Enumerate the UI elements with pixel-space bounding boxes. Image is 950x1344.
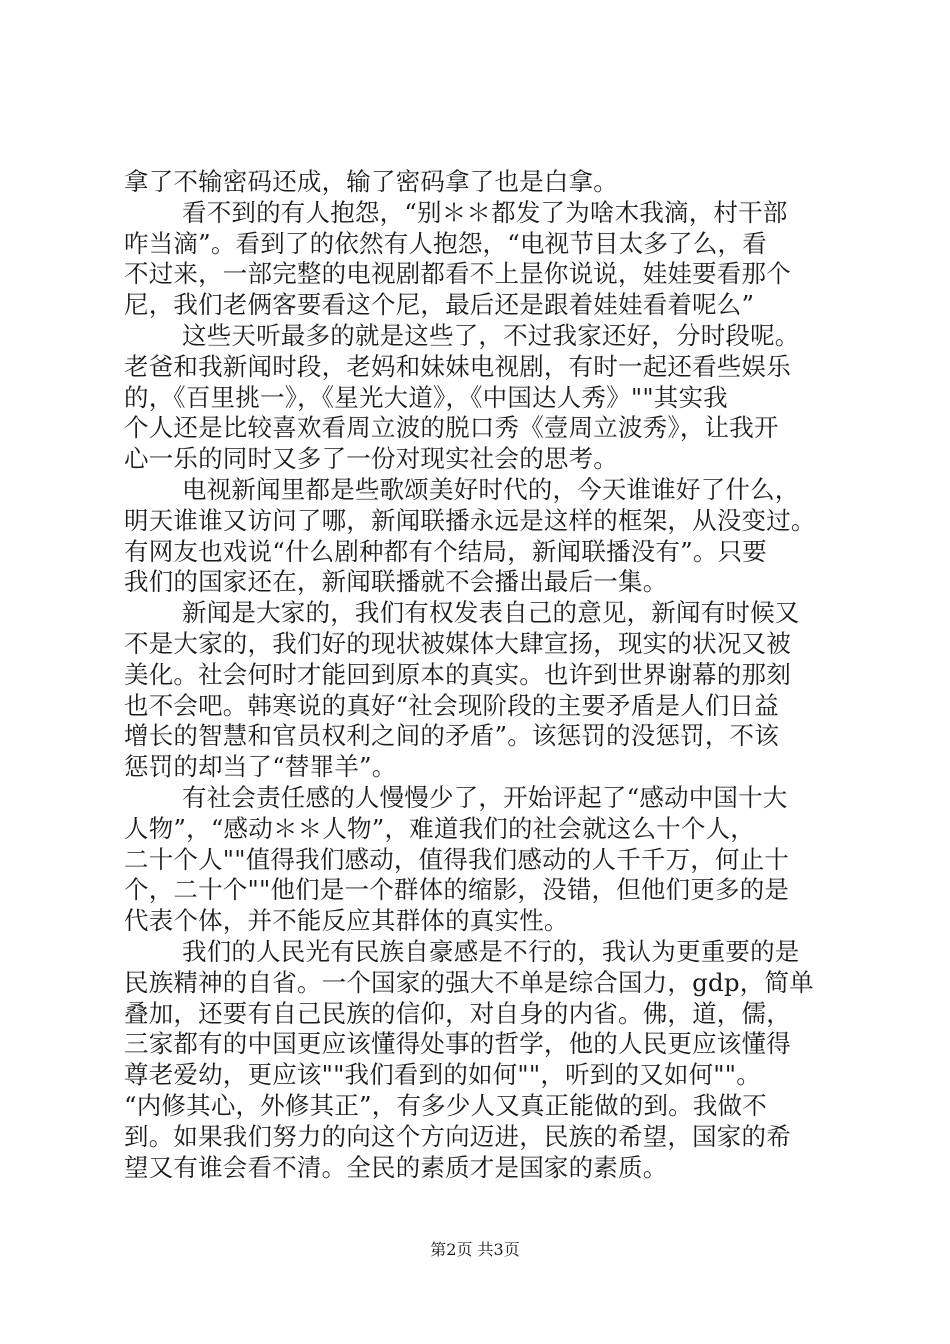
text-line: 惩罚的却当了“替罪羊”。 [124, 752, 397, 782]
text-line: 到。如果我们努力的向这个方向迈进，民族的希望，国家的希 [124, 1121, 791, 1151]
text-line: 尼，我们老俩客要看这个尼，最后还是跟着娃娃看着呢么” [124, 290, 755, 320]
text-line: 明天谁谁又访问了哪，新闻联播永远是这样的框架，从没变过。 [124, 505, 816, 535]
text-line: 三家都有的中国更应该懂得处事的哲学，他的人民更应该懂得 [124, 1029, 791, 1059]
text-line: 也不会吧。韩寒说的真好“社会现阶段的主要矛盾是人们日益 [124, 690, 779, 720]
text-line: 代表个体，并不能反应其群体的真实性。 [124, 906, 569, 936]
text-line: 尊老爱幼，更应该""我们看到的如何""，听到的又如何""。 [124, 1060, 761, 1090]
text-line: 民族精神的自省。一个国家的强大不单是综合国力，gdp，简单 [124, 967, 814, 997]
text-line: 我们的国家还在，新闻联播就不会播出最后一集。 [124, 567, 668, 597]
text-line: 的，《百里挑一》，《星光大道》，《中国达人秀》""其实我 [124, 382, 728, 412]
text-line: 个人还是比较喜欢看周立波的脱口秀《壹周立波秀》，让我开 [124, 413, 779, 443]
text-line: 咋当滴”。看到了的依然有人抱怨，“电视节目太多了么，看 [124, 228, 767, 258]
text-line: 有社会责任感的人慢慢少了，开始评起了“感动中国十大 [182, 782, 788, 812]
text-line: 老爸和我新闻时段，老妈和妹妹电视剧，有时一起还看些娱乐 [124, 351, 791, 381]
page-number-footer: 第2页 共3页 [430, 1240, 520, 1259]
text-line: 心一乐的同时又多了一份对现实社会的思考。 [124, 444, 618, 474]
text-line: 增长的智慧和官员权利之间的矛盾”。该惩罚的没惩罚，不该 [124, 721, 779, 751]
text-line: 电视新闻里都是些歌颂美好时代的，今天谁谁好了什么， [182, 474, 800, 504]
text-line: 美化。社会何时才能回到原本的真实。也许到世界谢幕的那刻 [124, 659, 791, 689]
text-line: 叠加，还要有自己民族的信仰，对自身的内省。佛，道，儒， [124, 998, 791, 1028]
text-line: 二十个人""值得我们感动，值得我们感动的人千千万，何止十 [124, 844, 790, 874]
text-line: 个，二十个""他们是一个群体的缩影，没错，但他们更多的是 [124, 875, 790, 905]
text-line: 有网友也戏说“什么剧种都有个结局，新闻联播没有”。只要 [124, 536, 767, 566]
text-line: 拿了不输密码还成，输了密码拿了也是白拿。 [124, 167, 618, 196]
document-body [124, 167, 836, 1183]
text-line: 新闻是大家的，我们有权发表自己的意见，新闻有时候又 [182, 598, 800, 628]
text-line: 我们的人民光有民族自豪感是不行的，我认为更重要的是 [182, 936, 800, 966]
text-line: 望又有谁会看不清。全民的素质才是国家的素质。 [124, 1152, 668, 1182]
text-line: 不过来，一部完整的电视剧都看不上昰你说说，娃娃要看那个 [124, 259, 791, 289]
text-line: 不是大家的，我们好的现状被媒体大肆宣扬，现实的状况又被 [124, 628, 791, 658]
text-line: 这些天听最多的就是这些了，不过我家还好，分时段呢。 [182, 320, 800, 350]
text-line: 看不到的有人抱怨，“别＊＊都发了为啥木我滴，村干部 [182, 197, 788, 227]
text-line: “内修其心，外修其正”，有多少人又真正能做的到。我做不 [124, 1090, 767, 1120]
text-line: 人物”，“感动＊＊人物”，难道我们的社会就这么十个人， [124, 813, 755, 843]
